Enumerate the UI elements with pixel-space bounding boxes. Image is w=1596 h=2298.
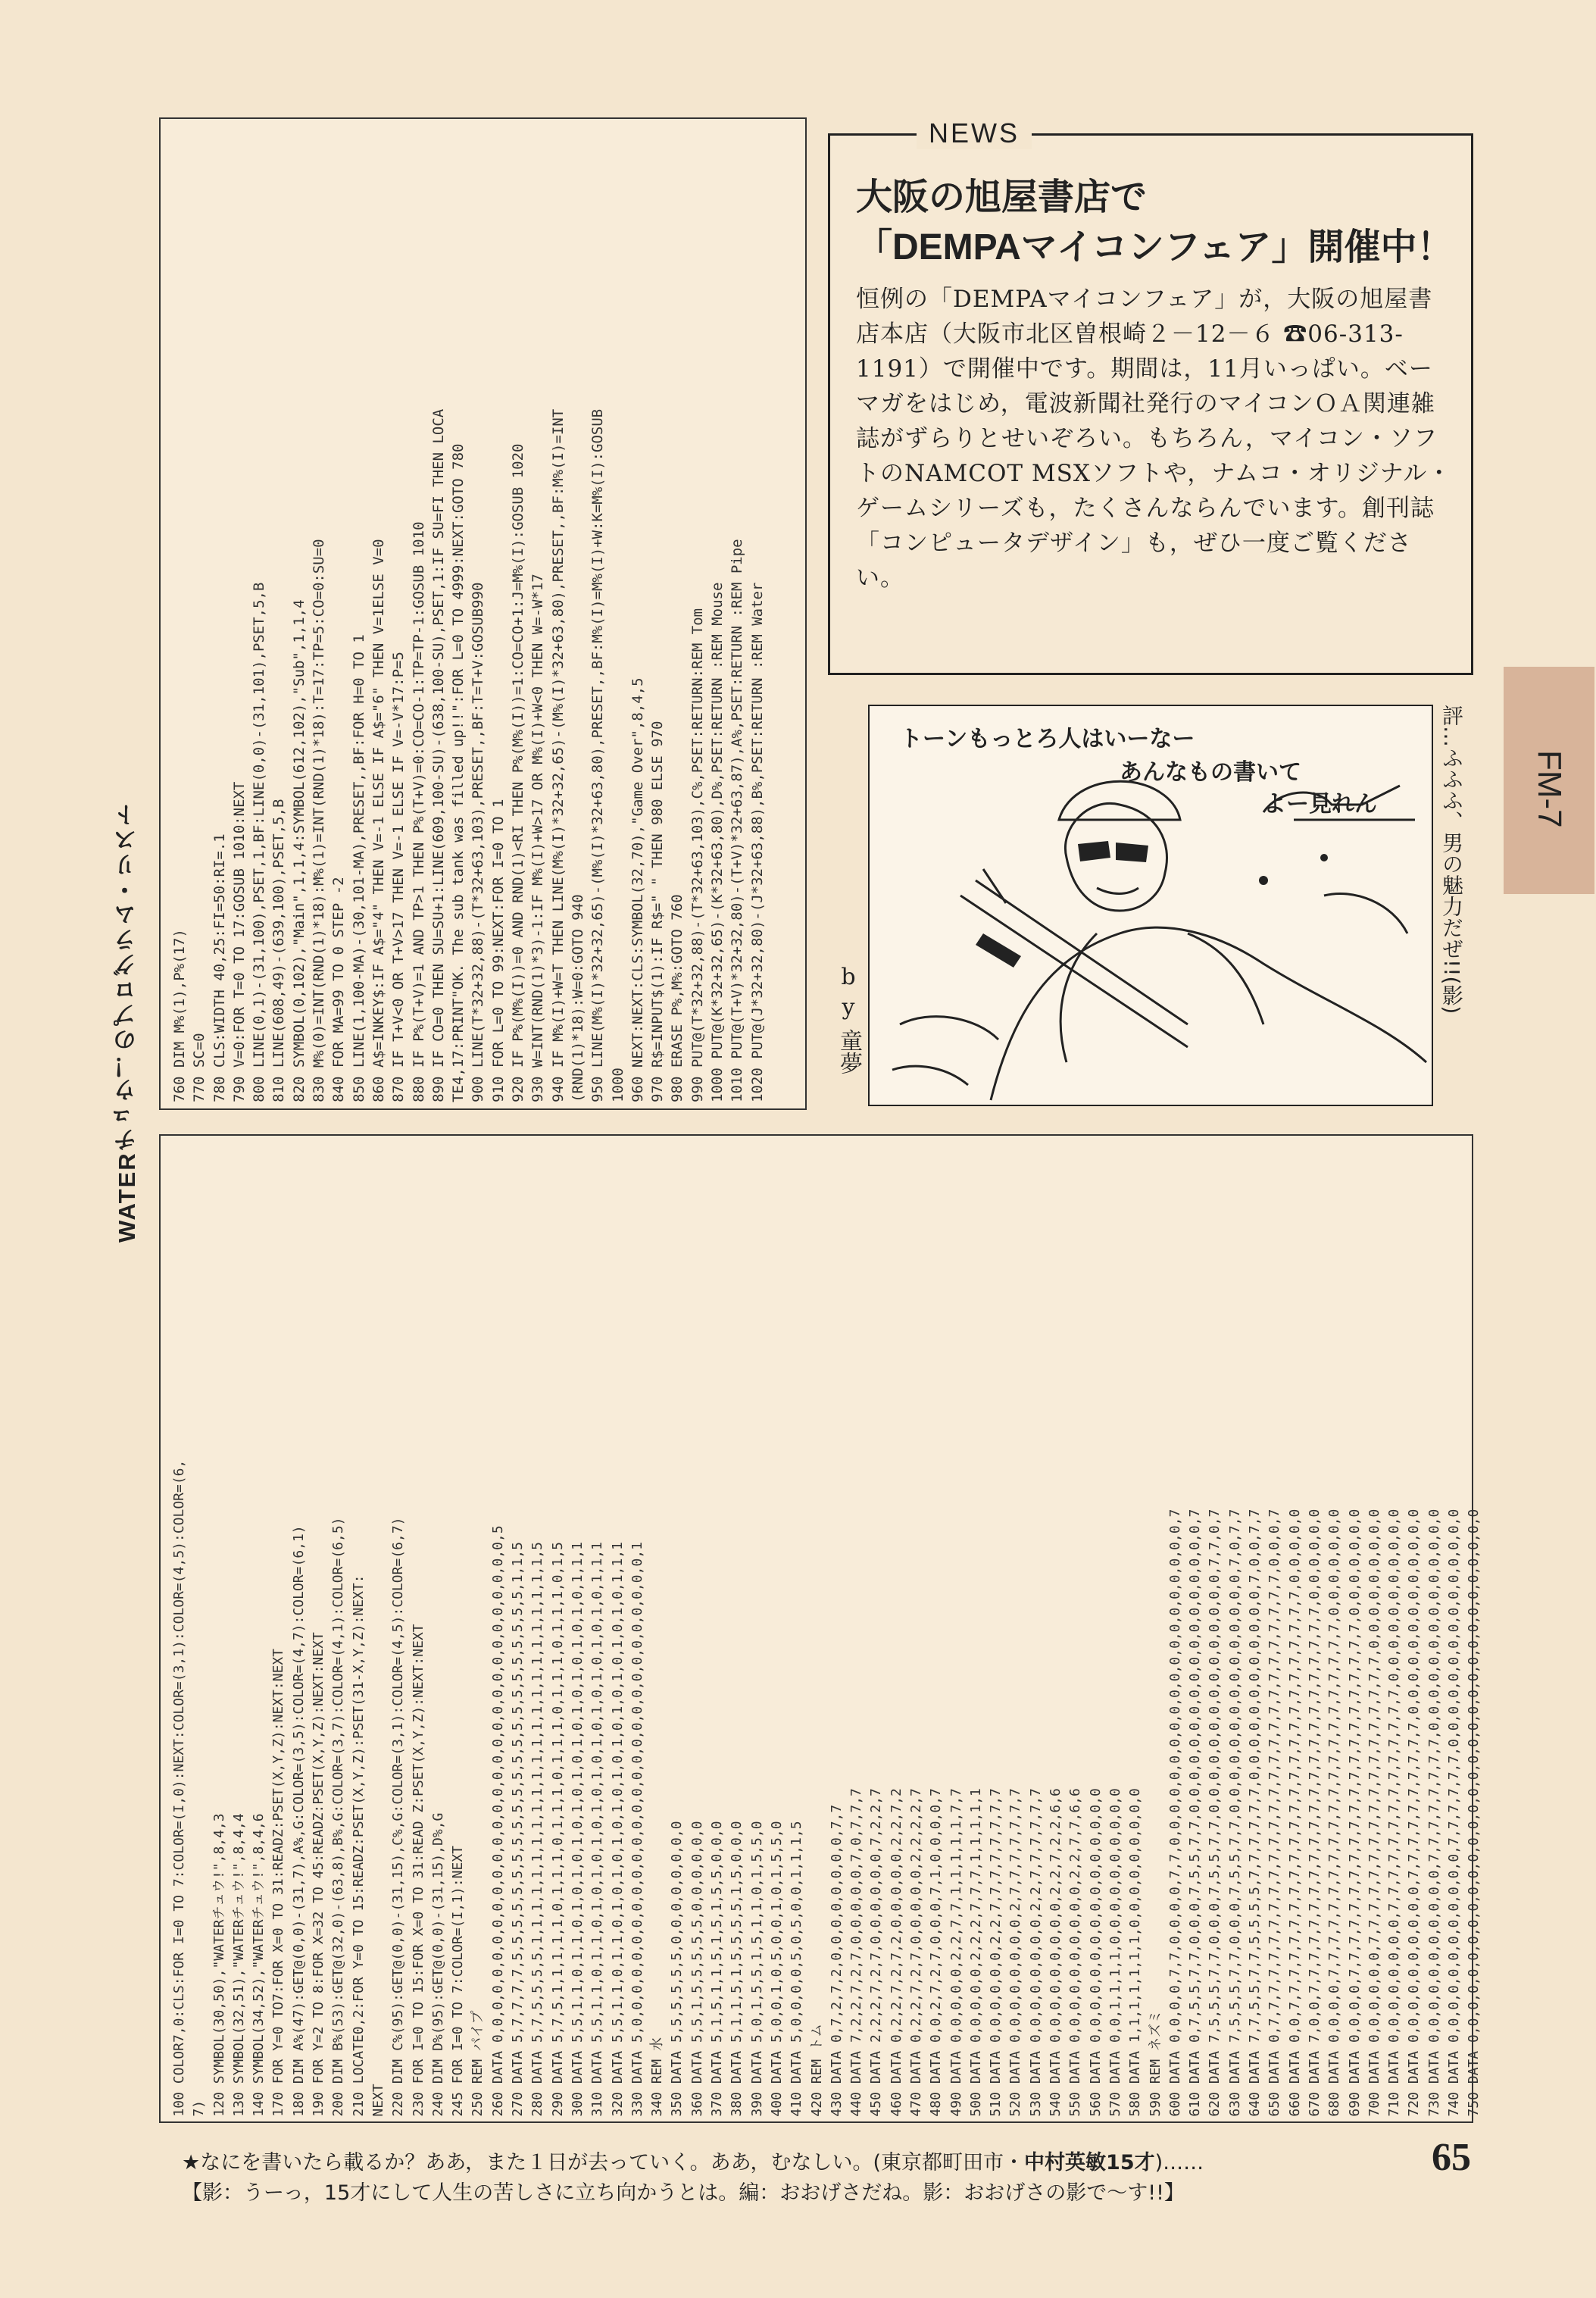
listing-line: 820 SYMBOL(0,102),"Main",1,1,4:SYMBOL(612,102),"Sub",1,1,4 — [290, 599, 308, 1102]
listing-line: 660 DATA 0,0,7,7,7,7,7,7,7,7,7,7,7,7,7,7,7,7,7,7,7,7,7,7,7,7,7,7,0,0,0,0,0 — [1286, 1509, 1303, 2117]
listing-line: 490 DATA 0,0,0,0,0,2,2,7,7,1,1,1,1,1,7,7 — [948, 1788, 964, 2117]
listing-line: 560 DATA 0,0,0,0,0,0,0,0,0,0,0,0,0,0,0,0 — [1087, 1788, 1104, 2117]
listing-line: 550 DATA 0,0,0,0,0,0,0,0,0,0,2,2,7,7,6,6 — [1067, 1788, 1084, 2117]
listing-line: 940 IF M%(I)+W=T THEN LINE(M%(I)*32+32,65)-(M%(I)*32+63,80),PRESET,,BF:M%(I)=INT — [549, 408, 567, 1102]
listing-line: 170 FOR Y=0 TO7:FOR X=0 TO 31:READZ:PSET(X,Y,Z):NEXT:NEXT — [270, 1649, 287, 2117]
comic-artist — [833, 962, 864, 1074]
editor-reply: 【影：うーっ，15才にして人生の苦しさに立ち向かうとは。編：おおげさだね。影：おおげさの影で～す!!】 — [182, 2181, 1185, 2205]
listing-line: 240 DIM D%(95):GET@(0,0)-(31,15),D%,G — [429, 1813, 446, 2117]
listing-line: 210 LOCATE0,2:FOR Y=0 TO 15:READZ:PSET(X,Y,Z):PSET(31-X,Y,Z):NEXT: — [350, 1574, 367, 2117]
listing-line: 930 W=INT(RND(1)*3)-1:IF M%(I)+W>17 OR M%(I)+W<0 THEN W=-W*17 — [529, 574, 547, 1102]
listing-line: (RND(1)*18):W=0:GOTO 940 — [569, 894, 586, 1102]
listing-line: 830 M%(0)=INT(RND(1)*18):M%(1)=INT(RND(1)*18):T=17:TP=5:CO=0:SU=0 — [311, 539, 328, 1102]
listing-line: 510 DATA 0,0,0,0,0,0,2,2,7,7,7,7,7,7,7,7 — [988, 1788, 1004, 2117]
listing-line: 580 DATA 1,1,1,1,1,1,1,0,0,0,0,0,0,0,0,0 — [1127, 1788, 1144, 2117]
listing-line: 780 CLS:WIDTH 40,25:FI=50:RI=.1 — [211, 833, 228, 1102]
listing-line: 860 A$=INKEY$:IF A$="4" THEN V=-1 ELSE IF A$="6" THEN V=1ELSE V=0 — [370, 539, 387, 1102]
listing-line: 750 DATA 0,0,0,0,0,0,0,0,0,0,0,0,0,0,0,0,0,0,0,0,0,0,0,0,0,0,0,0,0,0,0,0,0 — [1466, 1509, 1482, 2117]
listing-line: 900 LINE(T*32+32,88)-(T*32+63,103),PRESET,,BF:T=T+V:GOSUB990 — [470, 582, 487, 1102]
listing-line: 450 DATA 2,2,2,7,2,7,0,0,0,0,0,0,7,2,2,7 — [868, 1788, 885, 2117]
listing-line: 370 DATA 5,1,5,1,1,5,1,5,1,5,5,0,0,0 — [709, 1821, 726, 2117]
listing-line: 280 DATA 5,7,5,5,5,5,1,1,1,1,1,1,1,1,1,1,1,1,1,1,1,1,1,1,1,1,1,1,1,1,5 — [529, 1542, 546, 2117]
page-number: 65 — [1432, 2136, 1471, 2179]
listing-panel-upper — [159, 117, 807, 1110]
listing-line: 870 IF T+V<0 OR T+V>17 THEN V=-1 ELSE IF V=-V*17:P=5 — [390, 652, 408, 1102]
listing-line: 590 REM ネズミ — [1147, 2010, 1163, 2117]
listing-line: 690 DATA 0,0,0,0,7,7,7,7,7,7,7,7,7,7,7,7,7,7,7,7,7,7,7,7,7,7,0,0,0,0,0,0,0 — [1346, 1509, 1363, 2117]
listing-line: 950 LINE(M%(I)*32+32,65)-(M%(I)*32+63,80),PRESET,,BF:M%(I)=M%(I)+W:K=M%(I):GOSUB — [589, 408, 607, 1102]
listing-line: 420 REM トム — [808, 2024, 825, 2117]
news-body: 恒例の「DEMPAマイコンフェア」が，大阪の旭屋書店本店（大阪市北区曽根崎２－12－６ ☎06-313-1191）で開催中です。期間は，11月いっぱい。ベーマガをはじめ，電波新聞社発行のマイコンＯＡ関連雑誌がずらりとせいぞろい。もちろん，マイコン・ソフトのNAMCOT MSXソフトや，ナムコ・オリジナル・ゲームシリーズも，たくさんならんでいます。創刊誌「コンピュータデザイン」も，ぜひ一度ご覧ください。 — [856, 286, 1452, 592]
listing-line: 540 DATA 0,0,0,0,0,0,0,0,0,2,2,7,2,2,6,6 — [1048, 1788, 1064, 2117]
comic-speech-2: あんなもの書いて — [1120, 759, 1301, 786]
comic-illustration — [868, 705, 1433, 1106]
program-listing-upper — [170, 125, 767, 1102]
listing-line: 740 DATA 0,0,0,0,0,0,0,0,0,0,0,0,7,7,7,7,7,7,0,0,0,0,0,0,0,0,0,0,0,0,0,0,0 — [1446, 1509, 1462, 2117]
listing-line: TE4,17:PRINT"OK. The sub tank was filled up!!":FOR L=0 TO 4999:NEXT:GOTO 780 — [450, 443, 467, 1102]
news-label: NEWS — [917, 117, 1032, 149]
listing-line: 360 DATA 5,5,1,5,5,5,5,5,0,0,0,0,0,0 — [689, 1821, 705, 2117]
news-headline-line2: 「DEMPAマイコンフェア」開催中！ — [856, 227, 1454, 267]
listing-line: 410 DATA 5,0,0,0,0,5,0,5,0,0,1,1,1,5 — [789, 1821, 805, 2117]
listing-line: 7) — [191, 2100, 208, 2117]
listing-line: 200 DIM B%(53):GET@(32,0)-(63,8),B%,G:COLOR=(3,7):COLOR=(4,1):COLOR=(6,5) — [330, 1517, 347, 2117]
listing-line: 440 DATA 7,2,2,7,2,7,0,0,0,0,0,7,0,7,7,7 — [848, 1788, 865, 2117]
article-title: WATERチュウ！のプログラム・リスト — [114, 802, 140, 1243]
listing-line: 620 DATA 7,5,5,5,7,7,0,0,0,7,5,5,7,7,0,0,0,0,0,0,0,0,0,0,0,0,0,0,0,7,7,0,7 — [1207, 1509, 1223, 2117]
listing-line: NEXT — [370, 2084, 386, 2117]
listing-line: 190 FOR Y=2 TO 8:FOR X=32 TO 45:READZ:PSET(X,Y,Z):NEXT:NEXT — [311, 1632, 327, 2117]
listing-line: 290 DATA 5,7,5,1,1,1,1,1,0,1,1,1,0,1,1,1,0,1,1,1,0,1,1,1,0,1,1,1,0,1,5 — [549, 1542, 566, 2117]
listing-line: 300 DATA 5,5,1,1,0,1,1,0,1,0,1,0,1,0,1,0,1,0,1,0,1,0,1,0,1,0,1,0,1,1,1 — [569, 1542, 586, 2117]
listing-line: 770 SC=0 — [191, 1033, 208, 1102]
reader-comment-tail: )…… — [1154, 2151, 1204, 2175]
listing-line: 500 DATA 0,0,0,0,0,2,2,2,7,7,7,1,1,1,1,1 — [967, 1788, 984, 2117]
listing-line: 1010 PUT@(T+V)*32+32,80)-(T+V)*32+63,87),A%,PSET:RETURN :REM Pipe — [729, 539, 746, 1102]
listing-line: 840 FOR MA=99 TO 0 STEP -2 — [330, 877, 348, 1102]
listing-line: 600 DATA 0,0,0,0,7,7,0,0,0,0,7,7,0,0,0,0,0,0,0,0,0,0,0,0,0,0,0,0,0,0,0,0,7 — [1167, 1509, 1183, 2117]
listing-line: 120 SYMBOL(30,50),"WATERチュウ!",8,4,3 — [211, 1813, 227, 2117]
section-tab-label: FM-7 — [1531, 750, 1568, 828]
listing-line: 520 DATA 0,0,0,0,0,0,0,0,2,7,7,7,7,7,7,7 — [1007, 1788, 1024, 2117]
listing-line: 920 IF P%(M%(I))=0 AND RND(1)<RI THEN P%(M%(I))=1:CO=CO+1:J=M%(I):GOSUB 1020 — [510, 443, 527, 1102]
listing-line: 220 DIM C%(95):GET@(0,0)-(31,15),C%,G:COLOR=(3,1):COLOR=(4,5):COLOR=(6,7) — [390, 1517, 407, 2117]
listing-line: 130 SYMBOL(32,51),"WATERチュウ!",8,4,4 — [230, 1813, 247, 2117]
listing-line: 330 DATA 5,0,0,0,0,0,0,0,0,0,0,0,0,0,0,0,0,0,0,0,0,0,0,0,0,0,0,0,0,0,1 — [629, 1542, 645, 2117]
listing-line: 850 LINE(1,100-MA)-(30,101-MA),PRESET,,BF:FOR H=0 TO 1 — [350, 634, 367, 1102]
listing-line: 310 DATA 5,5,1,1,0,1,1,0,1,0,1,0,1,0,1,0,1,0,1,0,1,0,1,0,1,0,1,0,1,1,1 — [589, 1542, 606, 2117]
listing-line: 910 FOR L=0 TO 99:NEXT:FOR I=0 TO 1 — [489, 799, 507, 1102]
listing-line: 610 DATA 0,7,5,5,7,7,0,0,0,7,5,5,7,7,0,0,0,0,0,0,0,0,0,0,0,0,0,0,0,0,0,0,7 — [1187, 1509, 1204, 2117]
listing-line: 650 DATA 0,7,7,7,7,7,7,7,7,7,7,7,7,7,7,7,7,7,7,7,7,7,7,7,7,7,7,7,7,0,0,0,7 — [1266, 1509, 1283, 2117]
listing-line: 250 REM パイプ — [470, 2010, 486, 2117]
review-caption: 評…ふふふ、男の魅力だぜ!!(影) — [1439, 705, 1464, 1015]
listing-line: 1000 — [609, 1068, 626, 1102]
listing-line: 230 FOR I=0 TO 15:FOR X=0 TO 31:READ Z:PSET(X,Y,Z):NEXT:NEXT — [410, 1624, 426, 2117]
listing-panel-lower — [159, 1134, 1482, 2123]
listing-line: 340 REM 水 — [649, 2037, 666, 2117]
listing-line: 990 PUT@(T*32+32,88)-(T*32+63,103),C%,PSET:RETURN:REM Tom — [689, 608, 706, 1102]
comic-speech-3: よー見れん — [1263, 791, 1377, 818]
listing-line: 320 DATA 5,5,1,1,0,1,1,0,1,0,1,0,1,0,1,0,1,0,1,0,1,0,1,0,1,0,1,0,1,1,1 — [609, 1542, 626, 2117]
listing-line: 180 DIM A%(47):GET@(0,0)-(31,7),A%,G:COLOR=(3,5):COLOR=(4,7):COLOR=(6,1) — [290, 1525, 307, 2117]
listing-line: 960 NEXT:NEXT:CLS:SYMBOL(32,70),"Game Over",8,4,5 — [629, 677, 646, 1102]
listing-line: 530 DATA 0,0,0,0,0,0,0,0,2,2,7,7,7,7,7,7 — [1027, 1788, 1044, 2117]
reader-comment — [182, 2146, 1204, 2175]
listing-line: 700 DATA 0,0,0,0,0,0,7,7,7,7,7,7,7,7,7,7,7,7,7,7,7,7,7,7,0,0,0,0,0,0,0,0,0 — [1366, 1509, 1382, 2117]
reader-comment-text: ★なにを書いたら載るか？ああ，また１日が去っていく。ああ，むなしい。(東京都町田市・ — [182, 2151, 1025, 2175]
listing-line: 760 DIM M%(1),P%(17) — [171, 929, 188, 1102]
news-headline-line1: 大阪の旭屋書店で — [856, 177, 1148, 217]
listing-line: 100 COLOR7,0:CLS:FOR I=0 TO 7:COLOR=(I,0):NEXT:COLOR=(3,1):COLOR=(4,5):COLOR=(6, — [171, 1460, 187, 2117]
listing-line: 260 DATA 0,0,0,0,0,0,0,0,0,0,0,0,0,0,0,0,0,0,0,0,0,0,0,0,0,0,0,0,0,0,0,5 — [489, 1525, 506, 2117]
listing-line: 790 V=0:FOR T=0 TO 17:GOSUB 1010:NEXT — [230, 781, 248, 1102]
reader-name: 中村英敏15才 — [1024, 2151, 1155, 2175]
listing-line: 480 DATA 0,0,2,7,2,7,0,0,0,7,1,0,0,0,0,7 — [928, 1788, 945, 2117]
listing-line: 980 ERASE P%,M%:GOTO 760 — [669, 894, 686, 1102]
artist-name: 童夢 — [835, 1029, 862, 1074]
listing-line: 810 LINE(608,49)-(639,100),PSET,5,B — [270, 799, 288, 1102]
listing-line: 1000 PUT@(K*32+32,65)-(K*32+63,80),D%,PSET:RETURN :REM Mouse — [709, 582, 726, 1102]
listing-line: 400 DATA 5,0,0,1,0,5,0,0,1,0,1,5,5,0 — [768, 1821, 785, 2117]
listing-line: 470 DATA 0,2,2,7,2,7,0,0,0,0,0,2,2,2,2,7 — [907, 1788, 924, 2117]
listing-line: 670 DATA 7,0,0,7,7,7,7,7,7,7,7,7,7,7,7,7,7,7,7,7,7,7,7,7,7,7,7,0,0,0,0,0,0 — [1306, 1509, 1323, 2117]
listing-line: 680 DATA 0,0,0,0,7,7,7,7,7,7,7,7,7,7,7,7,7,7,7,7,7,7,7,7,7,7,0,0,0,0,0,0,0 — [1326, 1509, 1343, 2117]
listing-line: 430 DATA 0,7,2,7,2,0,0,0,0,0,0,0,0,7,7 — [828, 1805, 845, 2117]
listing-line: 880 IF P%(T+V)=1 AND TP>1 THEN P%(T+V)=0:CO=CO-1:TP=TP-1:GOSUB 1010 — [410, 521, 427, 1102]
listing-line: 800 LINE(0,1)-(31,100),PSET,1,BF:LINE(0,0)-(31,101),PSET,5,B — [251, 582, 268, 1102]
listing-line: 570 DATA 0,0,1,1,1,1,0,0,0,0,0,0,0,0,0,0 — [1107, 1788, 1123, 2117]
comic-speech-1: トーンもっとろ人はいーなー — [900, 726, 1195, 752]
listing-line: 460 DATA 0,2,2,7,2,7,2,0,0,0,0,0,2,2,7,2 — [888, 1788, 904, 2117]
soldier-drawing — [870, 706, 1432, 1105]
listing-line: 730 DATA 0,0,0,0,0,0,0,0,0,0,0,7,7,7,7,7,7,7,7,0,0,0,0,0,0,0,0,0,0,0,0,0,0 — [1426, 1509, 1442, 2117]
listing-line: 140 SYMBOL(34,52),"WATERチュウ!",8,4,6 — [251, 1813, 267, 2117]
listing-line: 380 DATA 5,1,1,5,1,5,5,5,5,1,5,0,0,0 — [729, 1821, 745, 2117]
listing-line: 970 R$=INPUT$(1):IF R$=" " THEN 980 ELSE 970 — [649, 721, 667, 1102]
listing-line: 245 FOR I=0 TO 7:COLOR=(I,1):NEXT — [450, 1846, 467, 2117]
listing-line: 890 IF CO=0 THEN SU=SU+1:LINE(609,100-SU)-(638,100-SU),PSET,1:IF SU=FI THEN LOCA — [429, 408, 447, 1102]
listing-line: 270 DATA 5,7,7,7,7,5,5,5,5,5,5,5,5,5,5,5,5,5,5,5,5,5,5,5,5,5,5,5,1,1,5 — [510, 1542, 526, 2117]
listing-line: 390 DATA 5,0,1,5,5,1,5,1,1,0,1,5,5,0 — [748, 1821, 765, 2117]
listing-line: 720 DATA 0,0,0,0,0,0,0,0,0,0,7,7,7,7,7,7,7,7,7,7,0,0,0,0,0,0,0,0,0,0,0,0,0 — [1406, 1509, 1423, 2117]
listing-line: 630 DATA 7,5,5,5,7,7,0,0,0,7,5,5,7,7,0,0,0,0,0,0,0,0,0,0,0,0,0,0,0,7,0,7,7 — [1226, 1509, 1243, 2117]
listing-line: 1020 PUT@(J*32+32,80)-(J*32+63,88),B%,PSET:RETURN :REM Water — [748, 582, 766, 1102]
listing-line: 350 DATA 5,5,5,5,5,5,0,0,0,0,0,0,0,0 — [669, 1821, 686, 2117]
listing-line: 640 DATA 7,7,5,5,7,7,5,5,5,5,7,7,7,7,7,7,0,0,0,0,0,0,0,0,0,0,0,0,7,0,0,7,7 — [1247, 1509, 1263, 2117]
program-listing-lower — [170, 1140, 1485, 2117]
news-headline — [856, 173, 1454, 273]
artist-by: b y — [841, 964, 856, 1021]
listing-line: 710 DATA 0,0,0,0,0,0,0,0,7,7,7,7,7,7,7,7,7,7,7,7,7,7,0,0,0,0,0,0,0,0,0,0,0 — [1386, 1509, 1403, 2117]
